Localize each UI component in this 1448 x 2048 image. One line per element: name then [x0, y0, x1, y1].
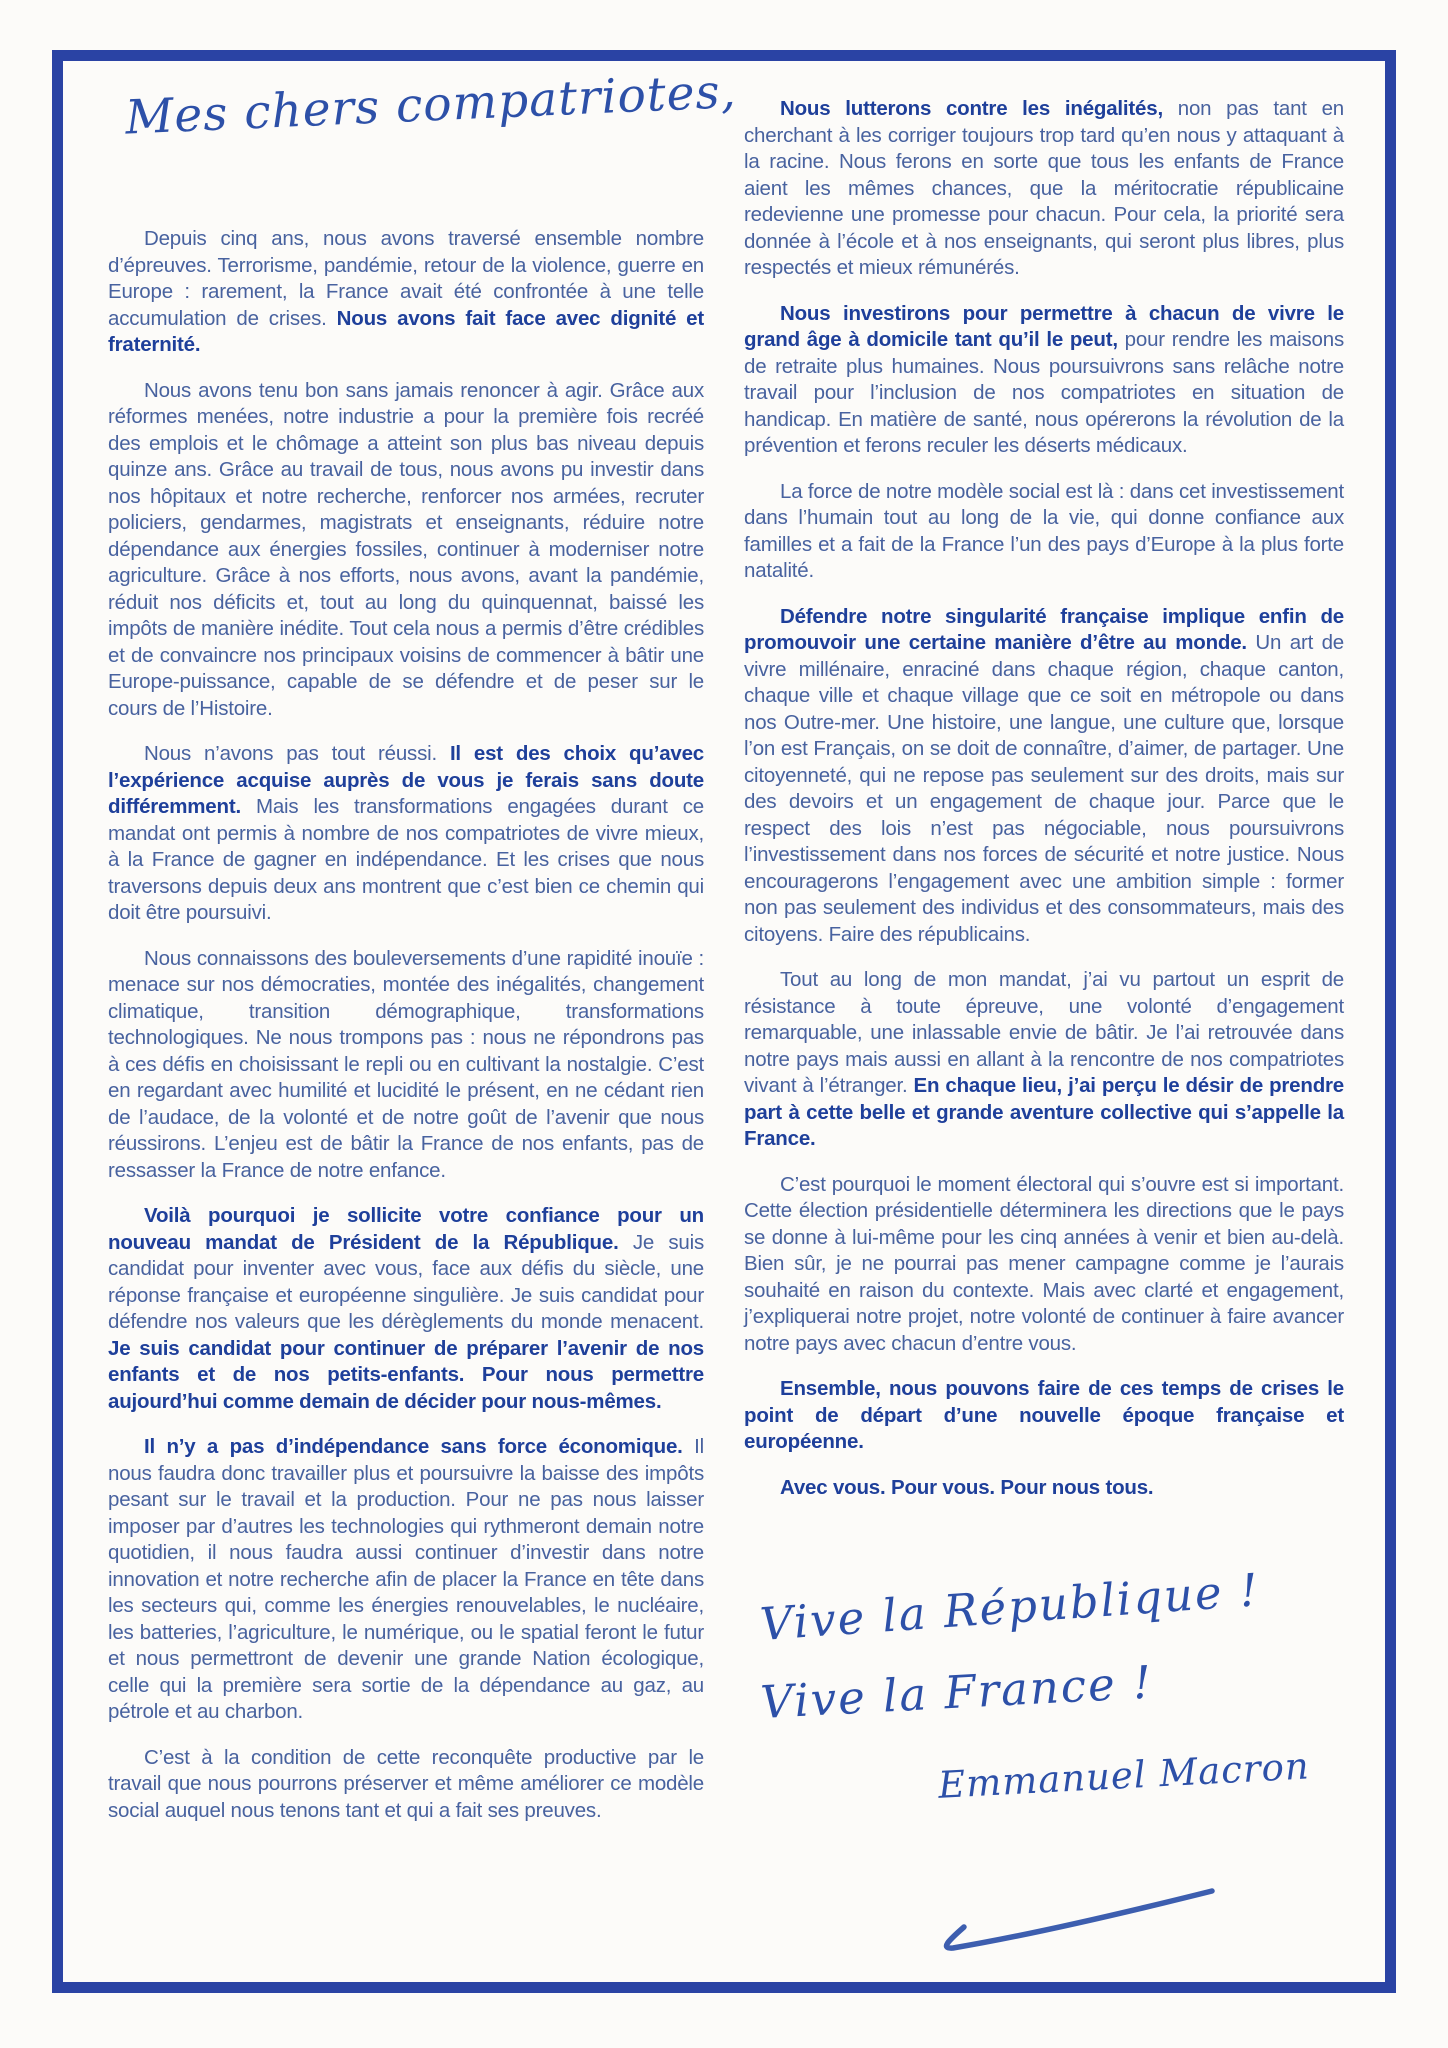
paragraph: [744, 96, 1344, 282]
bold-text-segment: Nous lutterons contre les inégalités,: [780, 97, 1163, 120]
bold-text-segment: Ensemble, nous pouvons faire de ces temps de crises le point de départ d’une nouvelle époque française et européenne.: [744, 1377, 1344, 1453]
closing-line-vive-la-republique: Vive la République !: [758, 1563, 1262, 1651]
closing-line-vive-la-france: Vive la France !: [759, 1655, 1155, 1729]
text-segment: C’est pourquoi le moment électoral qui s’ouvre est si important. Cette élection présidentielle déterminera les directions que le pays se donne à lui-même pour les cinq années à venir et bien au-delà. Bien sûr, je ne pourrai pas mener campagne comme je l’aurais souhaité en raison du contexte. Mais avec clarté et engagement, j’expliquerai notre projet, notre volonté de continuer à faire avancer notre pays avec chacun d’entre vous.: [744, 1172, 1344, 1355]
bold-text-segment: Nous avons fait face avec dignité et fraternité.: [108, 306, 704, 356]
paragraph: [108, 226, 704, 359]
bold-text-segment: Nous investirons pour permettre à chacun de vivre le grand âge à domicile tant qu’il le peut,: [744, 301, 1344, 351]
bold-text-segment: Il est des choix qu’avec l’expérience acquise auprès de vous je ferais sans doute différemment.: [108, 742, 704, 818]
paragraph: [744, 479, 1344, 585]
paragraph: [744, 967, 1344, 1153]
text-segment: Tout au long de mon mandat, j’ai vu partout un esprit de résistance à toute épreuve, une volonté d’engagement remarquable, une inlassable envie de bâtir. Je l’ai retrouvée dans notre pays mais aussi en allant à la rencontre de nos compatriotes vivant à l’étranger.: [744, 968, 1344, 1097]
bold-text-segment: Il n’y a pas d’indépendance sans force économique.: [144, 1435, 683, 1458]
text-segment: Mais les transformations engagées durant ce mandat ont permis à nombre de nos compatriotes de vivre mieux, à la France de gagner en indépendance. Et les crises que nous traversons depuis deux ans montrent que c’est bien ce chemin qui doit être poursuivi.: [108, 795, 704, 924]
paragraph: [744, 1475, 1344, 1502]
text-segment: Nous n’avons pas tout réussi.: [144, 742, 450, 765]
text-segment: C’est à la condition de cette reconquête productive par le travail que nous pourrons préserver et même améliorer ce modèle social auquel nous tenons tant et qui a fait ses preuves.: [108, 1745, 704, 1822]
paragraph: [108, 946, 704, 1185]
salutation-handwriting: Mes chers compatriotes,: [124, 63, 738, 146]
text-segment: non pas tant en cherchant à les corriger toujours trop tard qu’en nous y attaquant à la racine. Nous ferons en sorte que tous les enfants de France aient les mêmes chances, que la méritocratie républicaine redevienne une promesse pour chacun. Pour cela, la priorité sera donnée à l’école et à nos enseignants, qui seront plus libres, plus respectés et mieux rémunérés.: [744, 97, 1344, 279]
paragraph: [108, 1745, 704, 1825]
bold-text-segment: Avec vous. Pour vous. Pour nous tous.: [780, 1475, 1154, 1499]
text-segment: Il nous faudra donc travailler plus et poursuivre la baisse des impôts pesant sur le travail et la production. Pour ne pas nous laisser imposer par d’autres les technologies qui rythmeront demain notre quotidien, il nous faudra aussi continuer d’investir dans notre innovation et notre recherche afin de placer la France en tête dans les secteurs qui, comme les énergies renouvelables, le nucléaire, les batteries, l’agriculture, le numérique, ou le spatial feront le futur et nous permettront de devenir une grande Nation écologique, celle qui la première sera sortie de la dépendance au gaz, au pétrole et au charbon.: [108, 1435, 704, 1723]
bold-text-segment: En chaque lieu, j’ai perçu le désir de prendre part à cette belle et grande aventure collective qui s’appelle la France.: [744, 1074, 1344, 1150]
paragraph: [108, 1434, 704, 1726]
paragraph: [108, 1203, 704, 1415]
paragraph: [744, 1172, 1344, 1358]
text-segment: pour rendre les maisons de retraite plus humaines. Nous poursuivrons sans relâche notre travail pour l’inclusion de nos compatriotes en situation de handicap. En matière de santé, nous opérerons la révolution de la prévention et ferons reculer les déserts médicaux.: [744, 328, 1345, 457]
text-segment: Je suis candidat pour inventer avec vous, face aux défis du siècle, une réponse française et européenne singulière. Je suis candidat pour défendre nos valeurs que les dérèglements du monde menacent.: [108, 1230, 704, 1333]
bold-text-segment: Je suis candidat pour continuer de préparer l’avenir de nos enfants et de nos petits-enfants. Pour nous permettre aujourd’hui comme demain de décider pour nous-mêmes.: [108, 1336, 704, 1413]
text-segment: Un art de vivre millénaire, enraciné dans chaque région, chaque canton, chaque ville et chaque village que ce soit en métropole ou dans nos Outre-mer. Une histoire, une langue, une culture que, lorsque l’on est Français, on se doit de connaître, d’aimer, de partager. Une citoyenneté, qui ne repose pas seulement sur des droits, mais sur des devoirs et un engagement de chaque jour. Parce que le respect des lois n’est pas négociable, nous poursuivrons l’investissement dans nos forces de sécurité et notre justice. Nous encouragerons l’engagement avec une ambition simple : former non pas seulement des individus et des consommateurs, mais des citoyens. Faire des républicains.: [744, 631, 1344, 946]
signature-flourish-stroke: [920, 1865, 1240, 1960]
text-segment: La force de notre modèle social est là : dans cet investissement dans l’humain tout au long de la vie, qui donne confiance aux familles et a fait de la France l’un des pays d’Europe à la plus forte natalité.: [744, 479, 1344, 582]
letter-column-left: [108, 226, 704, 1824]
paragraph: [108, 378, 704, 723]
text-segment: Depuis cinq ans, nous avons traversé ensemble nombre d’épreuves. Terrorisme, pandémie, retour de la violence, guerre en Europe : rarement, la France avait été confrontée à une telle accumulation de crises.: [108, 227, 704, 330]
bold-text-segment: Défendre notre singularité française implique enfin de promouvoir une certaine manière d’être au monde.: [744, 604, 1344, 654]
text-segment: Nous connaissons des bouleversements d’une rapidité inouïe : menace sur nos démocraties, montée des inégalités, changement climatique, transition démographique, transformations technologiques. Ne nous trompons pas : nous ne répondrons pas à ces défis en choisissant le repli ou en cultivant la nostalgie. C’est en regardant avec humilité et lucidité le présent, en ne cédant rien de l’audace, de la volonté et de notre goût de l’avenir que nous réussirons. L’enjeu est de bâtir la France de nos enfants, pas de ressasser la France de notre enfance.: [108, 946, 704, 1182]
paragraph: [108, 741, 704, 927]
bold-text-segment: Voilà pourquoi je sollicite votre confiance pour un nouveau mandat de Président de la République.: [108, 1204, 704, 1254]
text-segment: Nous avons tenu bon sans jamais renoncer à agir. Grâce aux réformes menées, notre industrie a pour la première fois recréé des emplois et le chômage a atteint son plus bas niveau depuis quinze ans. Grâce au travail de tous, nous avons pu investir dans nos hôpitaux et notre recherche, renforcer nos armées, recruter policiers, gendarmes, magistrats et enseignants, réduire notre dépendance aux énergies fossiles, continuer à moderniser notre agriculture. Grâce à nos efforts, nous avons, avant la pandémie, réduit nos déficits et, tout au long du quinquennat, baissé les impôts de manière inédite. Tout cela nous a permis d’être crédibles et de convaincre nos principaux voisins de commencer à bâtir une Europe-puissance, capable de se défendre et de peser sur le cours de l’Histoire.: [108, 378, 704, 720]
paragraph: [744, 1376, 1344, 1456]
paragraph: [744, 301, 1344, 460]
paragraph: [744, 604, 1344, 949]
signature-handwriting: Emmanuel Macron: [937, 1744, 1311, 1807]
letter-column-right: [744, 96, 1344, 1501]
